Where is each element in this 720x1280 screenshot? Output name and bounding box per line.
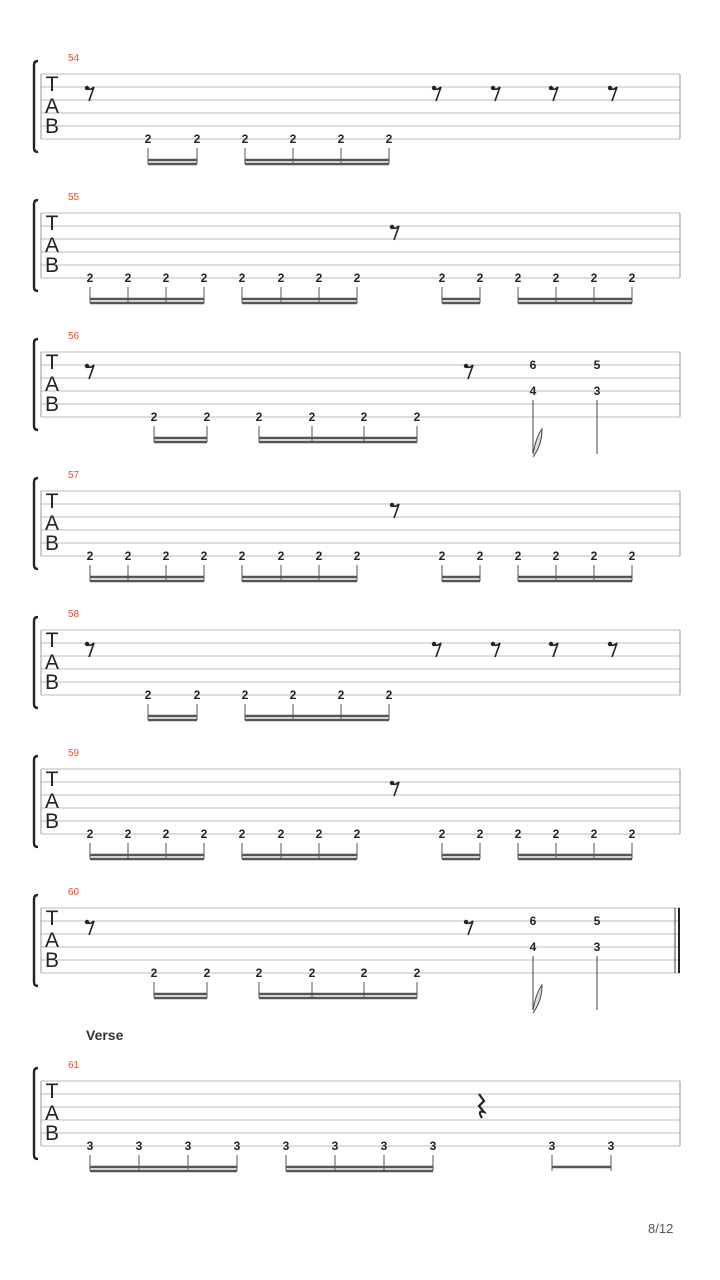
fret-number: 2: [86, 549, 94, 563]
tab-system-58: [34, 609, 680, 720]
chord: [530, 358, 542, 457]
eighth-rest: [85, 364, 94, 379]
fret-number: 2: [476, 827, 484, 841]
fret-number: 2: [150, 410, 158, 424]
page-number: 8/12: [648, 1221, 674, 1236]
fret-number: 2: [144, 688, 152, 702]
eighth-rest-dot: [390, 781, 394, 785]
fret-number: 2: [241, 688, 249, 702]
fret-number: 2: [353, 549, 361, 563]
fret-number: 2: [200, 827, 208, 841]
eighth-rest: [432, 642, 441, 657]
tab-clef-a: A: [44, 512, 60, 535]
system-bracket: [34, 1068, 38, 1159]
fret-number: 2: [514, 271, 522, 285]
tab-clef-b: B: [44, 1122, 60, 1145]
eighth-rest-dot: [608, 86, 612, 90]
fret-number: 2: [552, 549, 560, 563]
beam-group: [87, 271, 208, 303]
eighth-rest: [432, 86, 441, 101]
beam-group: [515, 549, 636, 581]
fret-number: 2: [552, 271, 560, 285]
eighth-rest: [85, 920, 94, 935]
chord-fret-bottom: 4: [529, 384, 537, 398]
tab-clef-a: A: [44, 929, 60, 952]
fret-number: 2: [360, 966, 368, 980]
tab-system-60: [34, 887, 680, 1013]
chord-fret-top: 5: [593, 914, 601, 928]
fret-number: 3: [184, 1139, 192, 1153]
fret-number: 2: [203, 966, 211, 980]
chord-fret-bottom: 3: [593, 384, 601, 398]
eighth-rest-dot: [85, 920, 89, 924]
beam-group: [151, 966, 211, 998]
eighth-rest: [390, 503, 399, 518]
eighth-rest-dot: [491, 642, 495, 646]
fret-number: 2: [353, 827, 361, 841]
fret-number: 2: [628, 827, 636, 841]
eighth-rest: [464, 364, 473, 379]
beam-group: [151, 410, 211, 442]
chord-fret-bottom: 4: [529, 940, 537, 954]
eighth-rest: [464, 920, 473, 935]
system-bracket: [34, 478, 38, 569]
fret-number: 2: [200, 271, 208, 285]
tab-system-59: [34, 748, 680, 859]
eighth-rest-dot: [549, 642, 553, 646]
eighth-rest-dot: [549, 86, 553, 90]
fret-number: 2: [162, 271, 170, 285]
beam-group: [283, 1139, 437, 1171]
fret-number: 2: [277, 271, 285, 285]
fret-number: 2: [337, 688, 345, 702]
fret-number: 3: [380, 1139, 388, 1153]
tab-system-57: [34, 470, 680, 581]
beam-group: [87, 827, 208, 859]
fret-number: 2: [255, 410, 263, 424]
fret-number: 2: [144, 132, 152, 146]
measure-number: 59: [68, 748, 80, 759]
chord: [530, 914, 542, 1013]
measure-number: 58: [68, 609, 80, 620]
fret-number: 2: [200, 549, 208, 563]
beam-group: [439, 271, 484, 303]
fret-number: 2: [628, 549, 636, 563]
fret-number: 2: [590, 549, 598, 563]
measure-number: 54: [68, 53, 80, 64]
fret-number: 2: [514, 549, 522, 563]
note-flag: [533, 429, 542, 457]
fret-number: 2: [476, 549, 484, 563]
chord-fret-top: 6: [529, 914, 537, 928]
eighth-rest-dot: [390, 225, 394, 229]
chord-fret-top: 6: [529, 358, 537, 372]
chord: [594, 358, 601, 454]
tab-clef-b: B: [44, 671, 60, 694]
fret-number: 3: [607, 1139, 615, 1153]
eighth-rest-dot: [608, 642, 612, 646]
fret-number: 2: [385, 688, 393, 702]
tab-system-55: [34, 192, 680, 303]
eighth-rest: [491, 642, 500, 657]
system-bracket: [34, 756, 38, 847]
tab-clef-t: T: [45, 73, 59, 96]
eighth-rest-dot: [464, 364, 468, 368]
beam-group: [239, 827, 361, 859]
fret-number: 2: [315, 549, 323, 563]
eighth-rest: [608, 86, 617, 101]
fret-number: 2: [413, 410, 421, 424]
tab-clef-t: T: [45, 907, 59, 930]
eighth-rest-dot: [491, 86, 495, 90]
beam-group: [439, 549, 484, 581]
measure-number: 55: [68, 192, 80, 203]
system-bracket: [34, 200, 38, 291]
eighth-rest: [608, 642, 617, 657]
system-bracket: [34, 61, 38, 152]
tab-clef-a: A: [44, 373, 60, 396]
fret-number: 2: [238, 271, 246, 285]
eighth-rest: [549, 642, 558, 657]
fret-number: 2: [438, 271, 446, 285]
tab-system-54: [34, 53, 680, 164]
tab-clef-a: A: [44, 95, 60, 118]
beam-group: [549, 1139, 615, 1171]
quarter-rest-glyph: [479, 1094, 484, 1118]
fret-number: 2: [255, 966, 263, 980]
beam-group: [256, 410, 421, 442]
fret-number: 2: [308, 410, 316, 424]
fret-number: 2: [150, 966, 158, 980]
beam-group: [515, 827, 636, 859]
eighth-rest: [85, 86, 94, 101]
fret-number: 2: [124, 271, 132, 285]
fret-number: 2: [277, 827, 285, 841]
section-label-verse: Verse: [86, 1027, 124, 1043]
eighth-rest-dot: [85, 86, 89, 90]
fret-number: 2: [86, 827, 94, 841]
fret-number: 2: [315, 827, 323, 841]
tab-clef-t: T: [45, 351, 59, 374]
tab-clef-t: T: [45, 212, 59, 235]
fret-number: 2: [552, 827, 560, 841]
beam-group: [515, 271, 636, 303]
fret-number: 2: [241, 132, 249, 146]
tab-clef-b: B: [44, 810, 60, 833]
fret-number: 2: [438, 549, 446, 563]
fret-number: 2: [514, 827, 522, 841]
beam-group: [145, 688, 201, 720]
tab-system-56: [34, 331, 680, 457]
system-bracket: [34, 617, 38, 708]
fret-number: 2: [124, 549, 132, 563]
fret-number: 2: [438, 827, 446, 841]
measure-number: 60: [68, 887, 80, 898]
system-bracket: [34, 895, 38, 986]
tab-clef-a: A: [44, 234, 60, 257]
eighth-rest-dot: [85, 642, 89, 646]
fret-number: 2: [476, 271, 484, 285]
fret-number: 3: [548, 1139, 556, 1153]
fret-number: 3: [233, 1139, 241, 1153]
fret-number: 2: [590, 827, 598, 841]
fret-number: 2: [124, 827, 132, 841]
measure-number: 56: [68, 331, 80, 342]
quarter-rest: [479, 1094, 484, 1118]
eighth-rest-dot: [85, 364, 89, 368]
fret-number: 2: [289, 132, 297, 146]
fret-number: 2: [203, 410, 211, 424]
chord-fret-top: 5: [593, 358, 601, 372]
beam-group: [145, 132, 201, 164]
tab-clef-b: B: [44, 254, 60, 277]
eighth-rest-dot: [390, 503, 394, 507]
fret-number: 2: [238, 827, 246, 841]
fret-number: 2: [86, 271, 94, 285]
fret-number: 2: [628, 271, 636, 285]
fret-number: 3: [331, 1139, 339, 1153]
eighth-rest-dot: [464, 920, 468, 924]
fret-number: 3: [135, 1139, 143, 1153]
fret-number: 2: [162, 827, 170, 841]
tab-clef-a: A: [44, 790, 60, 813]
eighth-rest-dot: [432, 86, 436, 90]
fret-number: 3: [429, 1139, 437, 1153]
fret-number: 2: [353, 271, 361, 285]
fret-number: 2: [238, 549, 246, 563]
fret-number: 2: [193, 132, 201, 146]
measure-number: 57: [68, 470, 80, 481]
beam-group: [242, 132, 393, 164]
beam-group: [87, 1139, 241, 1171]
beam-group: [242, 688, 393, 720]
beam-group: [439, 827, 484, 859]
fret-number: 2: [590, 271, 598, 285]
fret-number: 2: [289, 688, 297, 702]
beam-group: [239, 271, 361, 303]
beam-group: [87, 549, 208, 581]
fret-number: 3: [282, 1139, 290, 1153]
fret-number: 2: [193, 688, 201, 702]
tab-clef-t: T: [45, 490, 59, 513]
measure-number: 61: [68, 1060, 80, 1071]
fret-number: 2: [337, 132, 345, 146]
tab-clef-b: B: [44, 532, 60, 555]
tab-clef-b: B: [44, 115, 60, 138]
tab-clef-t: T: [45, 1080, 59, 1103]
tab-clef-b: B: [44, 393, 60, 416]
eighth-rest: [390, 225, 399, 240]
tab-clef-b: B: [44, 949, 60, 972]
eighth-rest: [549, 86, 558, 101]
fret-number: 2: [413, 966, 421, 980]
eighth-rest: [85, 642, 94, 657]
beam-group: [239, 549, 361, 581]
fret-number: 2: [162, 549, 170, 563]
system-bracket: [34, 339, 38, 430]
fret-number: 2: [385, 132, 393, 146]
tab-clef-a: A: [44, 651, 60, 674]
tab-clef-t: T: [45, 768, 59, 791]
tab-clef-a: A: [44, 1102, 60, 1125]
chord: [594, 914, 601, 1010]
beam-group: [256, 966, 421, 998]
fret-number: 2: [308, 966, 316, 980]
note-flag: [533, 985, 542, 1013]
eighth-rest: [390, 781, 399, 796]
fret-number: 2: [315, 271, 323, 285]
fret-number: 2: [360, 410, 368, 424]
fret-number: 3: [86, 1139, 94, 1153]
tab-clef-t: T: [45, 629, 59, 652]
tab-system-61: [34, 1060, 680, 1171]
chord-fret-bottom: 3: [593, 940, 601, 954]
eighth-rest-dot: [432, 642, 436, 646]
eighth-rest: [491, 86, 500, 101]
fret-number: 2: [277, 549, 285, 563]
